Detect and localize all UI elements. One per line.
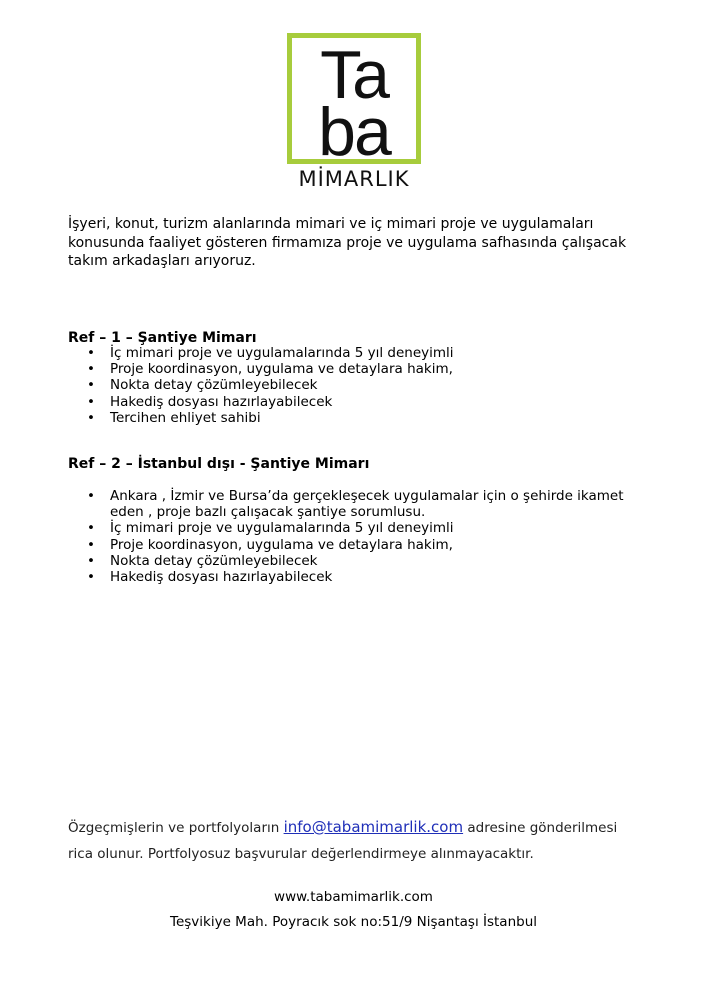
logo-subtitle: MİMARLIK [298, 167, 410, 191]
address: Teşvikiye Mah. Poyracık sok no:51/9 Nişantaşı İstanbul [170, 914, 537, 930]
ref2-title: Ref – 2 – İstanbul dışı - Şantiye Mimarı [68, 456, 370, 472]
list-item: • Proje koordinasyon, uygulama ve detaylara hakim, [84, 361, 624, 377]
closing-paragraph [68, 814, 638, 867]
list-item: • Tercihen ehliyet sahibi [84, 410, 624, 426]
closing-text-before: Özgeçmişlerin ve portfolyoların [68, 820, 284, 836]
company-logo [287, 33, 421, 191]
logo-line1: Ta [320, 37, 388, 113]
ref1-requirements [84, 345, 624, 426]
list-item: • Hakediş dosyası hazırlayabilecek [84, 394, 624, 410]
list-item: • Nokta detay çözümleyebilecek [84, 553, 624, 569]
closing-text-after: adresine gönderilmesi rica olunur. Portfolyosuz başvurular değerlendirmeye alınmayacaktır. [68, 820, 618, 862]
list-item: • Ankara , İzmir ve Bursa’da gerçekleşecek uygulamalar için o şehirde ikamet eden , proje bazlı çalışacak şantiye sorumlusu. [84, 488, 624, 520]
ref2-requirements [84, 488, 624, 585]
website-url: www.tabamimarlik.com [274, 889, 433, 905]
list-item: • Proje koordinasyon, uygulama ve detaylara hakim, [84, 537, 624, 553]
intro-paragraph: İşyeri, konut, turizm alanlarında mimari ve iç mimari proje ve uygulamaları konusunda faaliyet gösteren firmamıza proje ve uygulama safhasında çalışacak takım arkadaşları arıyoruz. [68, 216, 627, 269]
list-item: • Hakediş dosyası hazırlayabilecek [84, 569, 624, 585]
list-item: • İç mimari proje ve uygulamalarında 5 yıl deneyimli [84, 345, 624, 361]
email-link[interactable]: info@tabamimarlik.com [283, 818, 464, 836]
logo-line2: ba [318, 94, 390, 170]
list-item: • Nokta detay çözümleyebilecek [84, 377, 624, 393]
list-item: • İç mimari proje ve uygulamalarında 5 yıl deneyimli [84, 520, 624, 536]
ref1-title: Ref – 1 – Şantiye Mimarı [68, 330, 257, 346]
